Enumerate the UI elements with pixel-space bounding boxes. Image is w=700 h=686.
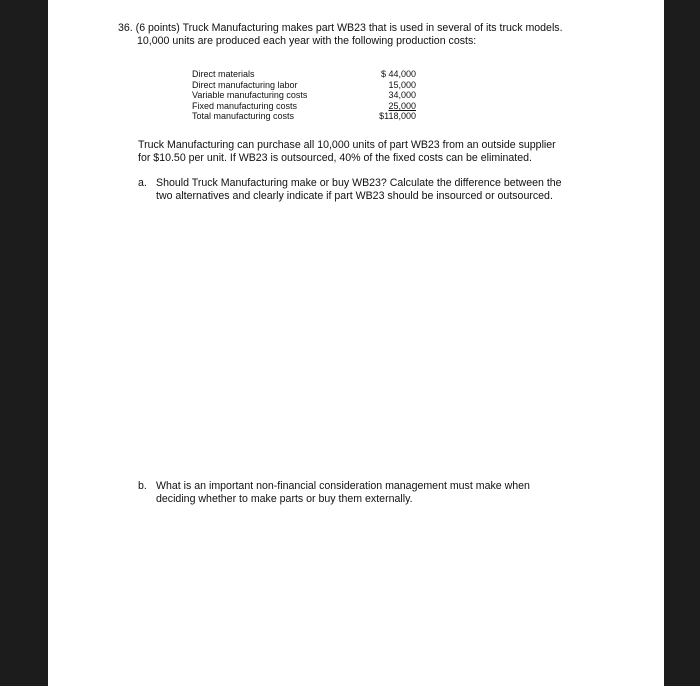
cost-value: 15,000: [388, 79, 416, 90]
part-b-line-2: deciding whether to make parts or buy them externally.: [156, 493, 413, 505]
cost-value-underlined: 25,000: [388, 100, 416, 111]
cost-value: $ 44,000: [380, 69, 416, 79]
part-a-line-1: Should Truck Manufacturing make or buy WB23? Calculate the difference between the: [156, 177, 562, 189]
part-b-line-1: What is an important non-financial consideration management must make when: [156, 480, 530, 492]
part-b-marker: b.: [138, 480, 147, 492]
part-a-marker: a.: [138, 177, 147, 189]
cost-value: [372, 101, 416, 112]
question-part-a: [138, 177, 608, 203]
question-part-b: [138, 480, 608, 506]
cost-row-fixed-costs: [192, 101, 416, 112]
cost-label: Variable manufacturing costs: [192, 90, 308, 101]
part-a-line-2: two alternatives and clearly indicate if part WB23 should be insourced or outsourced.: [156, 190, 553, 202]
document-page: [48, 0, 664, 686]
question-line-2: 10,000 units are produced each year with the following production costs:: [137, 35, 477, 47]
cost-value: $118,000: [379, 111, 416, 122]
cost-label: Fixed manufacturing costs: [192, 100, 298, 111]
supplier-line-1: Truck Manufacturing can purchase all 10,000 units of part WB23 from an outside supplier: [138, 139, 556, 151]
supplier-paragraph: [138, 139, 598, 165]
cost-row-total: [192, 111, 416, 122]
cost-row-direct-materials: [192, 69, 416, 80]
production-costs-table: [192, 69, 416, 122]
cost-value: 34,000: [388, 90, 416, 101]
cost-row-direct-labor: [192, 80, 416, 91]
cost-label: Total manufacturing costs: [192, 111, 295, 122]
question-line-1: 36. (6 points) Truck Manufacturing makes part WB23 that is used in several of its truck models.: [118, 22, 563, 34]
cost-row-variable-costs: [192, 90, 416, 101]
supplier-line-2: for $10.50 per unit. If WB23 is outsourced, 40% of the fixed costs can be eliminated.: [138, 152, 532, 164]
question-header: [118, 22, 638, 48]
cost-label: Direct materials: [192, 69, 255, 79]
cost-label: Direct manufacturing labor: [192, 79, 298, 90]
